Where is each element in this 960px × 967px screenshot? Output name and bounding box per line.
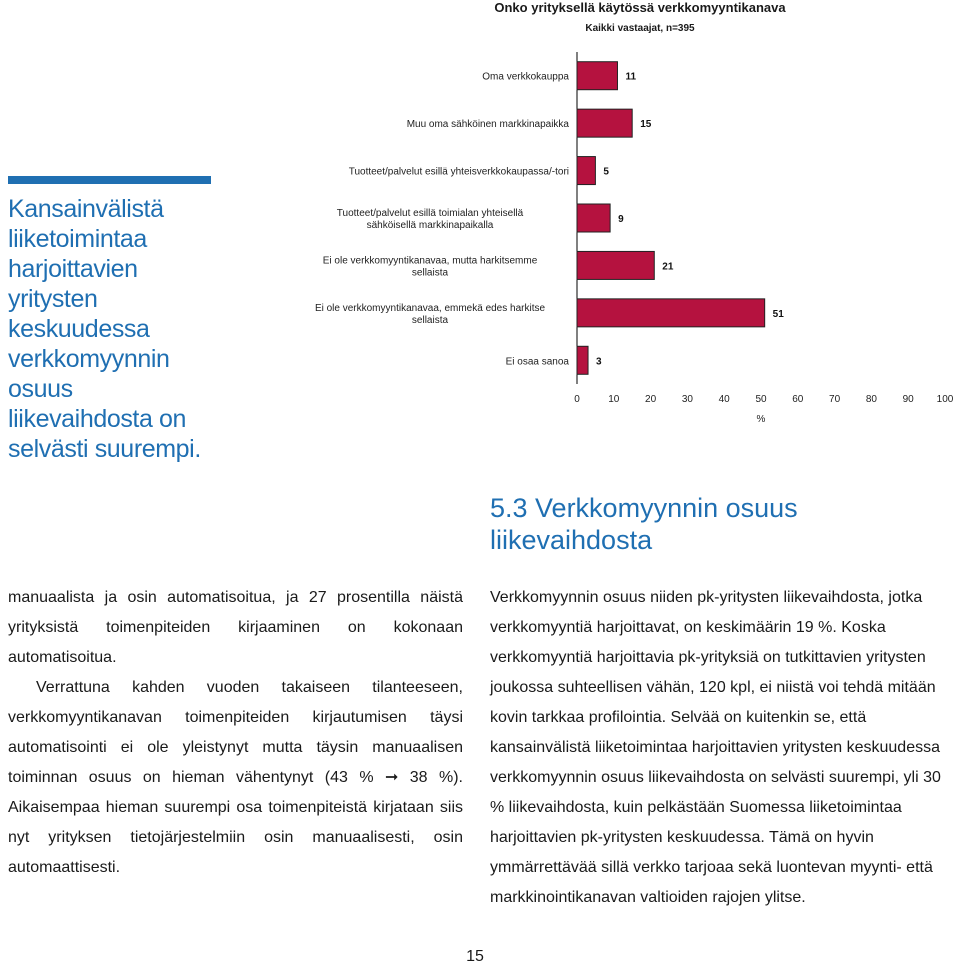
bar-value-label: 5 (603, 166, 609, 178)
x-axis-label: % (756, 414, 766, 425)
chart-subtitle: Kaikki vastaajat, n=395 (585, 23, 695, 34)
x-tick-label: 0 (574, 394, 580, 405)
bar-3 (577, 157, 595, 185)
right-paragraph-1: Verkkomyynnin osuus niiden pk-yritysten liikevaihdosta, jotka verkkomyyntiä harjoittavat, on keskimäärin 19 %. Koska verkkomyyntiä harjoittavia pk-yrityksiä on tutkittavien yritysten joukossa suhteellisen vähän, 120 kpl, ei niistä voi tehdä mitään kovin tarkkaa profilointia. Selvää on kuitenkin se, että kansainvälistä liiketoimintaa harjoittavien yritysten keskuudessa verkkomyynnin osuus liikevaihdosta on selvästi suurempi, yli 30 % liikevaihdosta, kuin pelkästään Suomessa liiketoimintaa harjoittavien pk-yritysten keskuudessa. Tämä on hyvin ymmärrettävää sillä verkko tarjoaa sekä luontevan myynti- että markkinointikanavan valtioiden rajojen ylitse. (490, 589, 941, 906)
category-label: Ei ole verkkomyyntikanavaa, mutta harkitsemme sellaista (322, 255, 538, 279)
section-heading: 5.3 Verkkomyynnin osuus liikevaihdosta (490, 493, 798, 556)
pullquote-accent-bar (8, 176, 211, 184)
left-paragraph-2: Verrattuna kahden vuoden takaiseen tilanteeseen, verkkomyyntikanavan toimenpiteiden kirjautumisen täysi automatisointi ei ole yleistynyt mutta täysin manuaalisen toiminnan osuus on hieman vähentynyt (43 % ➞ 38 %). Aikaisempaa hieman suurempi osa toimenpiteistä kirjataan siis nyt yrityksen tietojärjestelmiin osin manuaalisesti, osin automaattisesti. (8, 679, 463, 876)
bar-value-label: 11 (625, 71, 637, 83)
x-tick-label: 50 (755, 394, 767, 405)
category-label: Tuotteet/palvelut esillä toimialan yhteisellä sähköisellä markkinapaikalla (336, 208, 524, 231)
bar-4 (577, 204, 610, 232)
x-tick-label: 40 (718, 394, 730, 405)
bar-2 (577, 109, 632, 137)
bar-1 (577, 62, 617, 90)
bar-value-label: 9 (618, 214, 624, 225)
x-tick-label: 60 (792, 394, 804, 405)
left-column (8, 583, 463, 883)
category-label: Ei ole verkkomyyntikanavaa, emmekä edes harkitse sellaista (314, 302, 546, 326)
bar-7 (577, 346, 588, 374)
category-label: Ei osaa sanoa (505, 356, 569, 368)
x-tick-label: 70 (829, 394, 841, 405)
x-tick-label: 20 (645, 394, 657, 405)
bar-value-label: 15 (640, 119, 652, 131)
bar-value-label: 21 (662, 261, 674, 273)
category-label: Muu oma sähköinen markkinapaikka (406, 119, 569, 131)
x-tick-label: 10 (608, 394, 620, 405)
page-number: 15 (466, 948, 484, 965)
right-column (490, 583, 950, 913)
category-label: Tuotteet/palvelut esillä yhteisverkkokaupassa/-tori (348, 166, 569, 178)
x-tick-label: 30 (681, 394, 693, 405)
bar-value-label: 3 (596, 356, 602, 368)
x-tick-label: 80 (865, 394, 877, 405)
x-tick-label: 90 (902, 394, 914, 405)
left-paragraph-1: manuaalista ja osin automatisoitua, ja 27 prosentilla näistä yrityksistä toimenpiteiden kirjaaminen on kokonaan automatisoitua. (8, 589, 463, 666)
category-label: Oma verkkokauppa (482, 71, 569, 83)
x-tick-label: 100 (936, 394, 954, 405)
chart-title: Onko yrityksellä käytössä verkkomyyntikanava (494, 0, 786, 15)
bar-value-label: 51 (772, 308, 784, 320)
bar-6 (577, 299, 765, 327)
bar-5 (577, 251, 654, 279)
pullquote: Kansainvälistä liiketoimintaa harjoittavien yritysten keskuudessa verkkomyynnin osuus liikevaihdosta on selvästi suurempi. (8, 195, 201, 463)
